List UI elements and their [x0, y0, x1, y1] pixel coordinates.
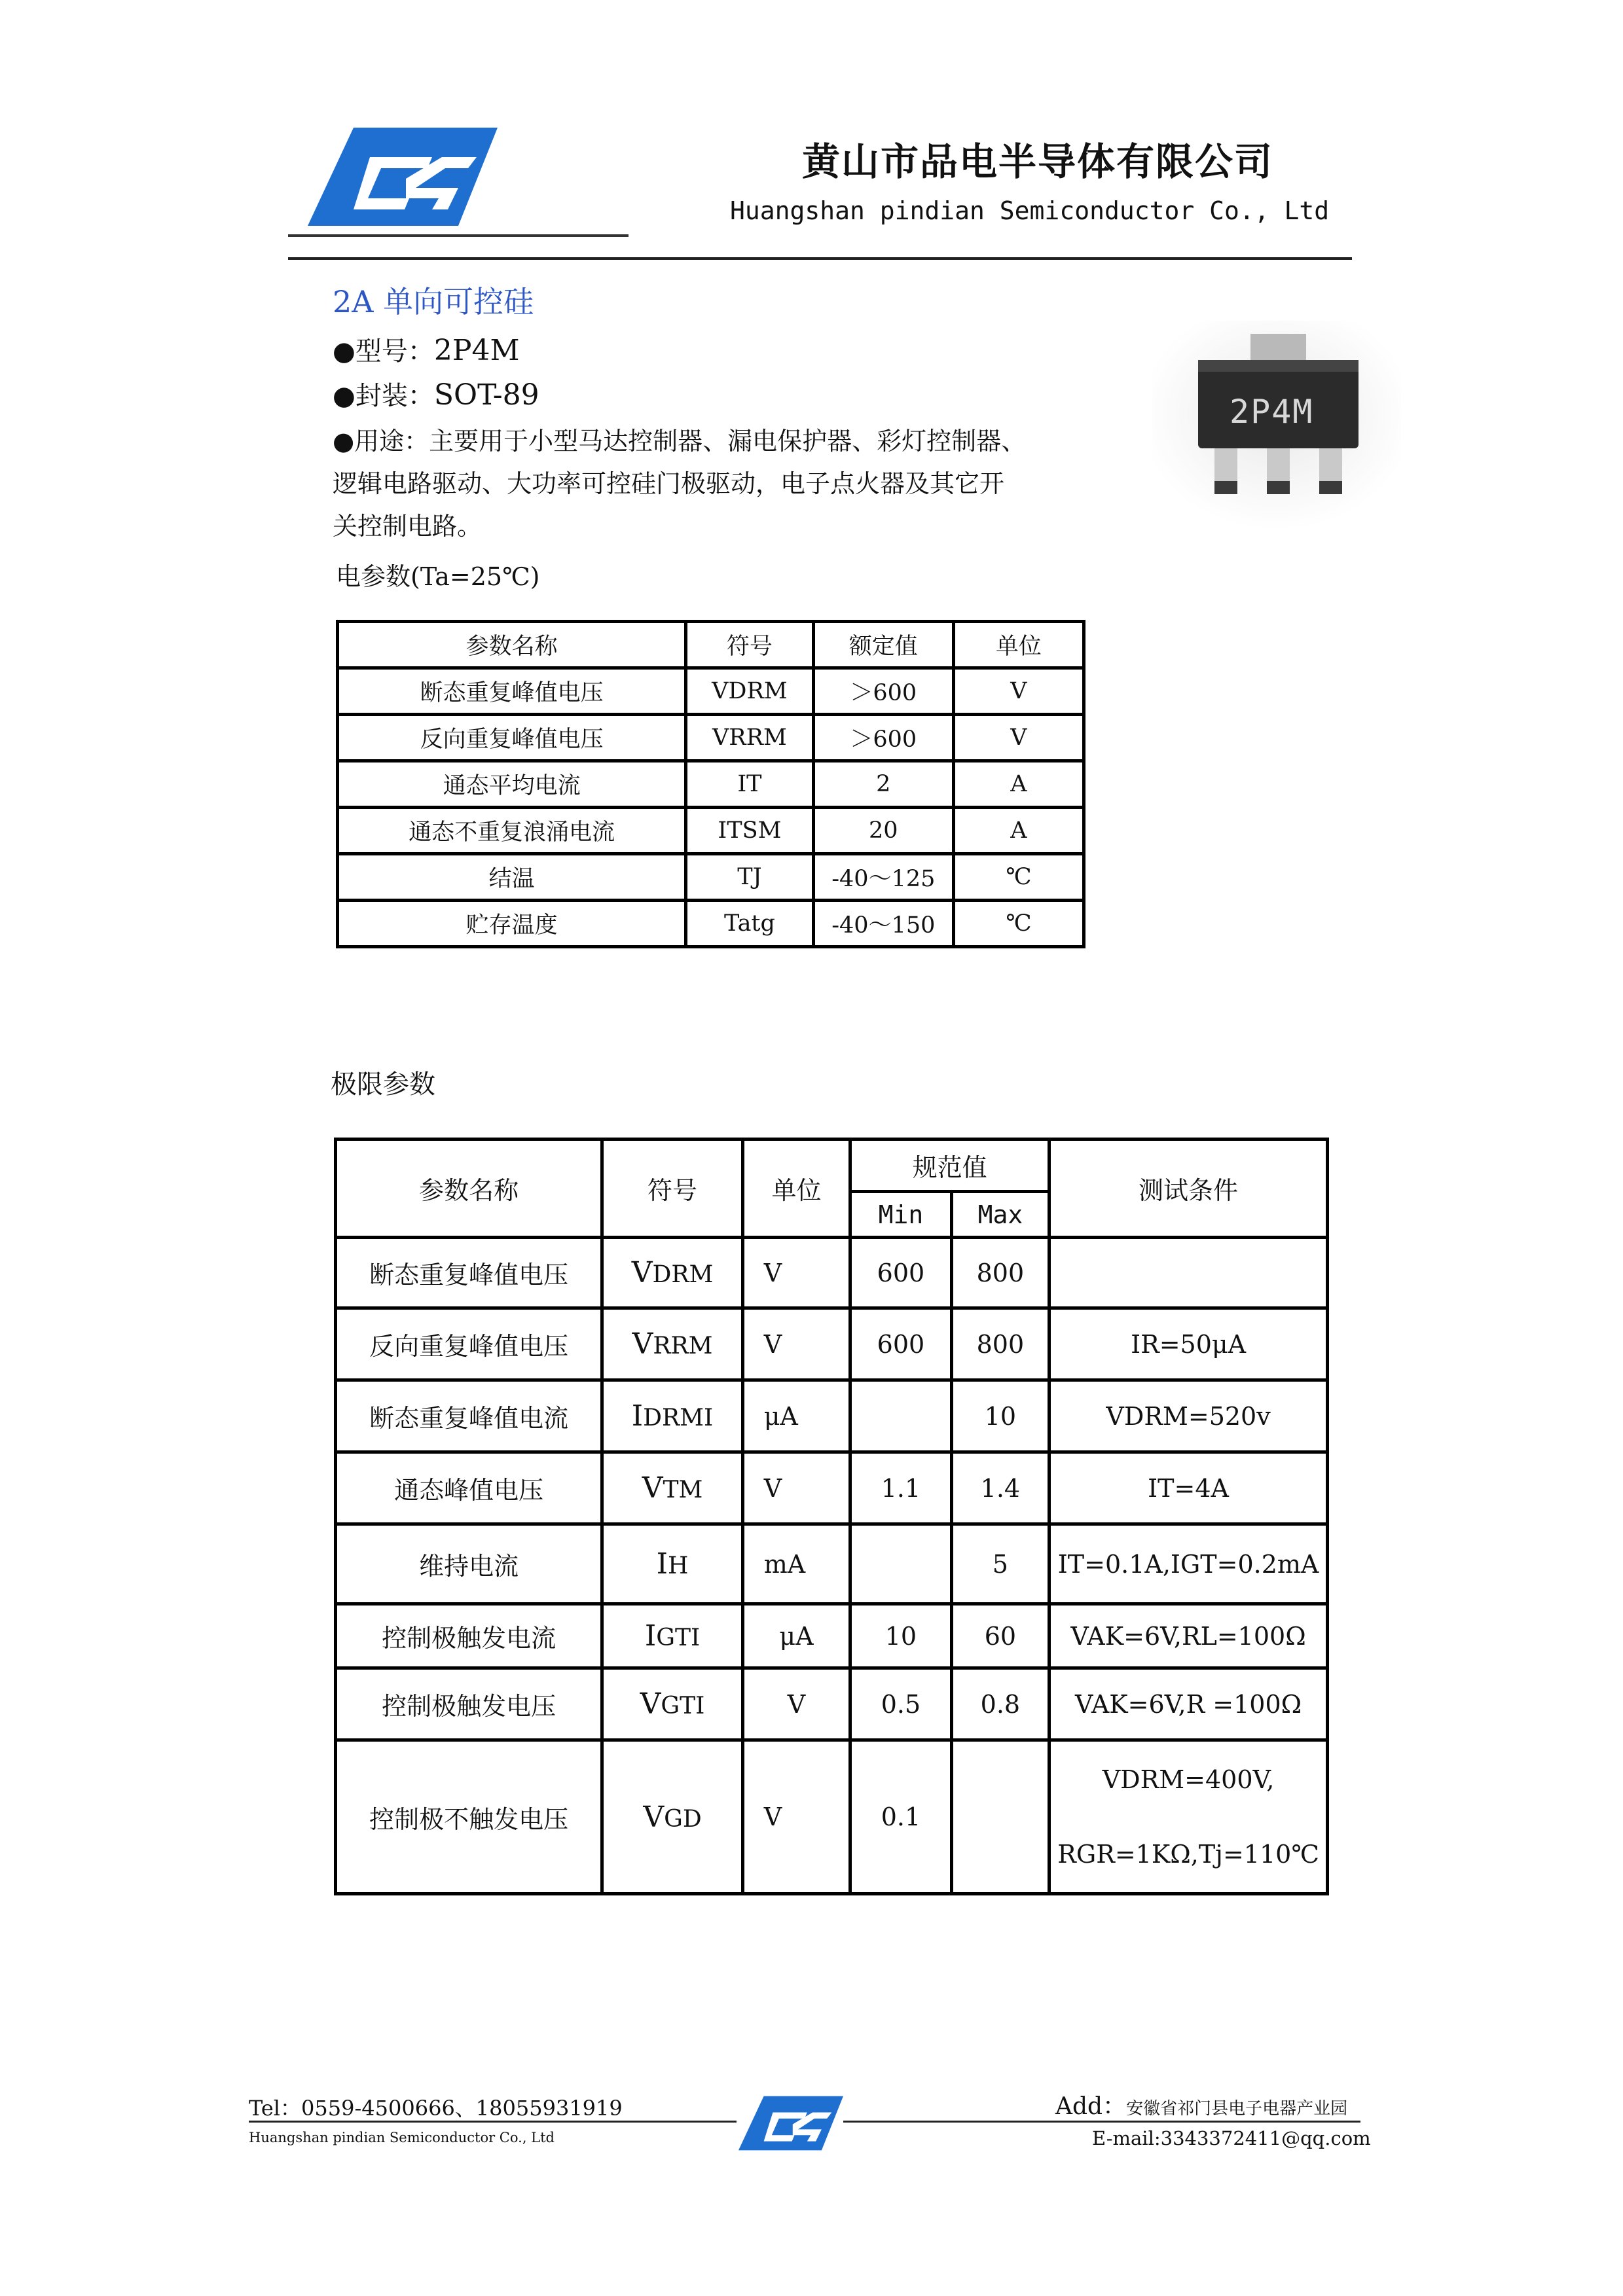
- param-symbol: IT: [686, 761, 814, 808]
- footer-address-text: 安徽省祁门县电子电器产业园: [1126, 2099, 1348, 2119]
- footer-logo: [739, 2093, 843, 2153]
- symbol-main: V: [642, 1471, 663, 1505]
- param-unit: V: [742, 1668, 850, 1740]
- table-row: [336, 1524, 1328, 1604]
- param-symbol: Tatg: [686, 901, 814, 947]
- logo-underline: [288, 234, 629, 237]
- param-min: 600: [850, 1238, 951, 1308]
- footer-add-label: Add：: [1055, 2093, 1127, 2120]
- param-symbol: [602, 1238, 742, 1308]
- param-condition: IT=4A: [1049, 1452, 1328, 1524]
- elec-params-table: [336, 620, 1085, 948]
- symbol-sub: GTI: [661, 1693, 705, 1719]
- symbol-sub: H: [668, 1552, 689, 1579]
- header-cell: 规范值: [850, 1139, 1049, 1192]
- header-rule: [288, 257, 1352, 260]
- param-unit: μA: [742, 1604, 850, 1668]
- symbol-sub: RRM: [653, 1333, 713, 1359]
- table-row: [338, 761, 1084, 808]
- param-unit: mA: [742, 1524, 850, 1604]
- symbol-main: I: [644, 1619, 657, 1653]
- param-name: 维持电流: [336, 1524, 602, 1604]
- param-name: 断态重复峰值电压: [338, 668, 686, 715]
- param-min: 0.5: [850, 1668, 951, 1740]
- param-unit: V: [742, 1740, 850, 1894]
- table-header-row: [336, 1139, 1328, 1192]
- table-row: [336, 1380, 1328, 1452]
- table-row: [336, 1604, 1328, 1668]
- usage-line-3: 关控制电路。: [333, 512, 483, 541]
- param-unit: μA: [742, 1380, 850, 1452]
- condition-line-2: RGR=1KΩ,Tj=110℃: [1057, 1840, 1319, 1869]
- model-label: ●型号：: [333, 336, 434, 367]
- param-min: 1.1: [850, 1452, 951, 1524]
- company-name-en: Huangshan pindian Semiconductor Co., Ltd: [730, 196, 1330, 225]
- footer-rule-left: [249, 2121, 737, 2123]
- table-row: [338, 808, 1084, 854]
- symbol-sub: DRMI: [643, 1405, 714, 1431]
- symbol-sub: DRM: [652, 1261, 714, 1288]
- table-row: [336, 1308, 1328, 1380]
- param-rating: ＞600: [813, 668, 953, 715]
- param-min: 600: [850, 1308, 951, 1380]
- symbol-main: I: [631, 1399, 644, 1433]
- footer-email: E-mail:3343372411@qq.com: [1092, 2127, 1371, 2149]
- param-symbol: [602, 1308, 742, 1380]
- header-cell: 符号: [602, 1139, 742, 1238]
- symbol-sub: GD: [664, 1805, 702, 1833]
- param-unit: V: [742, 1238, 850, 1308]
- table-row: [338, 668, 1084, 715]
- usage-line-1: ●用途：主要用于小型马达控制器、漏电保护器、彩灯控制器、: [333, 427, 1027, 456]
- param-name: 通态平均电流: [338, 761, 686, 808]
- param-symbol: [602, 1668, 742, 1740]
- param-unit: V: [742, 1452, 850, 1524]
- param-unit: V: [742, 1308, 850, 1380]
- param-symbol: [602, 1380, 742, 1452]
- param-condition: [1049, 1740, 1328, 1894]
- param-max: 1.4: [951, 1452, 1049, 1524]
- header-cell: 额定值: [813, 622, 953, 668]
- param-rating: 20: [813, 808, 953, 854]
- table-row: [338, 901, 1084, 947]
- company-name-cn: 黄山市品电半导体有限公司: [802, 139, 1274, 184]
- param-condition: IR=50μA: [1049, 1308, 1328, 1380]
- param-unit: A: [953, 808, 1084, 854]
- param-min: [850, 1524, 951, 1604]
- param-max: 800: [951, 1308, 1049, 1380]
- param-symbol: ITSM: [686, 808, 814, 854]
- footer-company-en: Huangshan pindian Semiconductor Co., Ltd: [249, 2130, 555, 2145]
- param-condition: VDRM=520v: [1049, 1380, 1328, 1452]
- param-symbol: TJ: [686, 854, 814, 901]
- symbol-sub: GTI: [656, 1624, 701, 1651]
- table-row: [336, 1452, 1328, 1524]
- symbol-sub: TM: [663, 1477, 703, 1503]
- param-min: 10: [850, 1604, 951, 1668]
- param-unit: A: [953, 761, 1084, 808]
- table-row: [336, 1740, 1328, 1894]
- param-name: 控制极触发电流: [336, 1604, 602, 1668]
- symbol-main: V: [640, 1687, 661, 1721]
- company-logo: [308, 128, 498, 226]
- header-cell: 单位: [953, 622, 1084, 668]
- footer-tel: Tel：0559-4500666、18055931919: [249, 2096, 623, 2121]
- symbol-main: V: [631, 1256, 653, 1289]
- header-cell: 参数名称: [338, 622, 686, 668]
- header-cell: 符号: [686, 622, 814, 668]
- table-row: [338, 715, 1084, 761]
- chip-marking: 2P4M: [1230, 393, 1314, 431]
- param-max: 10: [951, 1380, 1049, 1452]
- param-symbol: [602, 1740, 742, 1894]
- table-row: [336, 1668, 1328, 1740]
- param-name: 通态峰值电压: [336, 1452, 602, 1524]
- param-unit: ℃: [953, 854, 1084, 901]
- param-symbol: [602, 1452, 742, 1524]
- param-name: 贮存温度: [338, 901, 686, 947]
- header-cell: 参数名称: [336, 1139, 602, 1238]
- symbol-main: V: [632, 1327, 653, 1361]
- param-min: 0.1: [850, 1740, 951, 1894]
- product-title: 2A 单向可控硅: [333, 284, 534, 319]
- package-value: SOT-89: [433, 378, 539, 412]
- param-unit: V: [953, 668, 1084, 715]
- header-cell-min: Min: [850, 1192, 951, 1238]
- model-value: 2P4M: [433, 334, 520, 367]
- param-unit: V: [953, 715, 1084, 761]
- param-condition: IT=0.1A,IGT=0.2mA: [1049, 1524, 1328, 1604]
- param-name: 断态重复峰值电流: [336, 1380, 602, 1452]
- param-min: [850, 1380, 951, 1452]
- limit-params-title: 极限参数: [331, 1069, 435, 1100]
- param-rating: -40～150: [813, 901, 953, 947]
- param-max: [951, 1740, 1049, 1894]
- param-symbol: VRRM: [686, 715, 814, 761]
- param-name: 通态不重复浪涌电流: [338, 808, 686, 854]
- footer-address: [1055, 2088, 1347, 2121]
- param-condition: VAK=6V,R =100Ω: [1049, 1668, 1328, 1740]
- package-line: [333, 375, 539, 412]
- table-row: [336, 1238, 1328, 1308]
- header-cell-max: Max: [951, 1192, 1049, 1238]
- symbol-main: I: [656, 1547, 668, 1581]
- param-unit: ℃: [953, 901, 1084, 947]
- param-max: 800: [951, 1238, 1049, 1308]
- model-line: [333, 331, 520, 368]
- symbol-main: V: [643, 1800, 665, 1834]
- table-header-row: [338, 622, 1084, 668]
- param-condition: VAK=6V,RL=100Ω: [1049, 1604, 1328, 1668]
- param-name: 反向重复峰值电压: [338, 715, 686, 761]
- param-name: 控制极触发电压: [336, 1668, 602, 1740]
- param-name: 结温: [338, 854, 686, 901]
- param-rating: 2: [813, 761, 953, 808]
- param-max: 5: [951, 1524, 1049, 1604]
- param-name: 反向重复峰值电压: [336, 1308, 602, 1380]
- param-max: 60: [951, 1604, 1049, 1668]
- table-row: [338, 854, 1084, 901]
- condition-line-1: VDRM=400V,: [1102, 1765, 1275, 1794]
- param-rating: -40～125: [813, 854, 953, 901]
- usage-line-2: 逻辑电路驱动、大功率可控硅门极驱动，电子点火器及其它开: [333, 469, 1005, 498]
- param-symbol: [602, 1524, 742, 1604]
- param-condition: [1049, 1238, 1328, 1308]
- package-label: ●封装：: [333, 381, 434, 411]
- param-rating: ＞600: [813, 715, 953, 761]
- param-name: 控制极不触发电压: [336, 1740, 602, 1894]
- limit-params-table: [334, 1138, 1329, 1895]
- elec-params-title: 电参数(Ta=25℃): [336, 562, 540, 591]
- header-cell: 测试条件: [1049, 1139, 1328, 1238]
- param-symbol: VDRM: [686, 668, 814, 715]
- header-cell: 单位: [742, 1139, 850, 1238]
- chip-image: [1152, 321, 1401, 530]
- param-symbol: [602, 1604, 742, 1668]
- param-max: 0.8: [951, 1668, 1049, 1740]
- param-name: 断态重复峰值电压: [336, 1238, 602, 1308]
